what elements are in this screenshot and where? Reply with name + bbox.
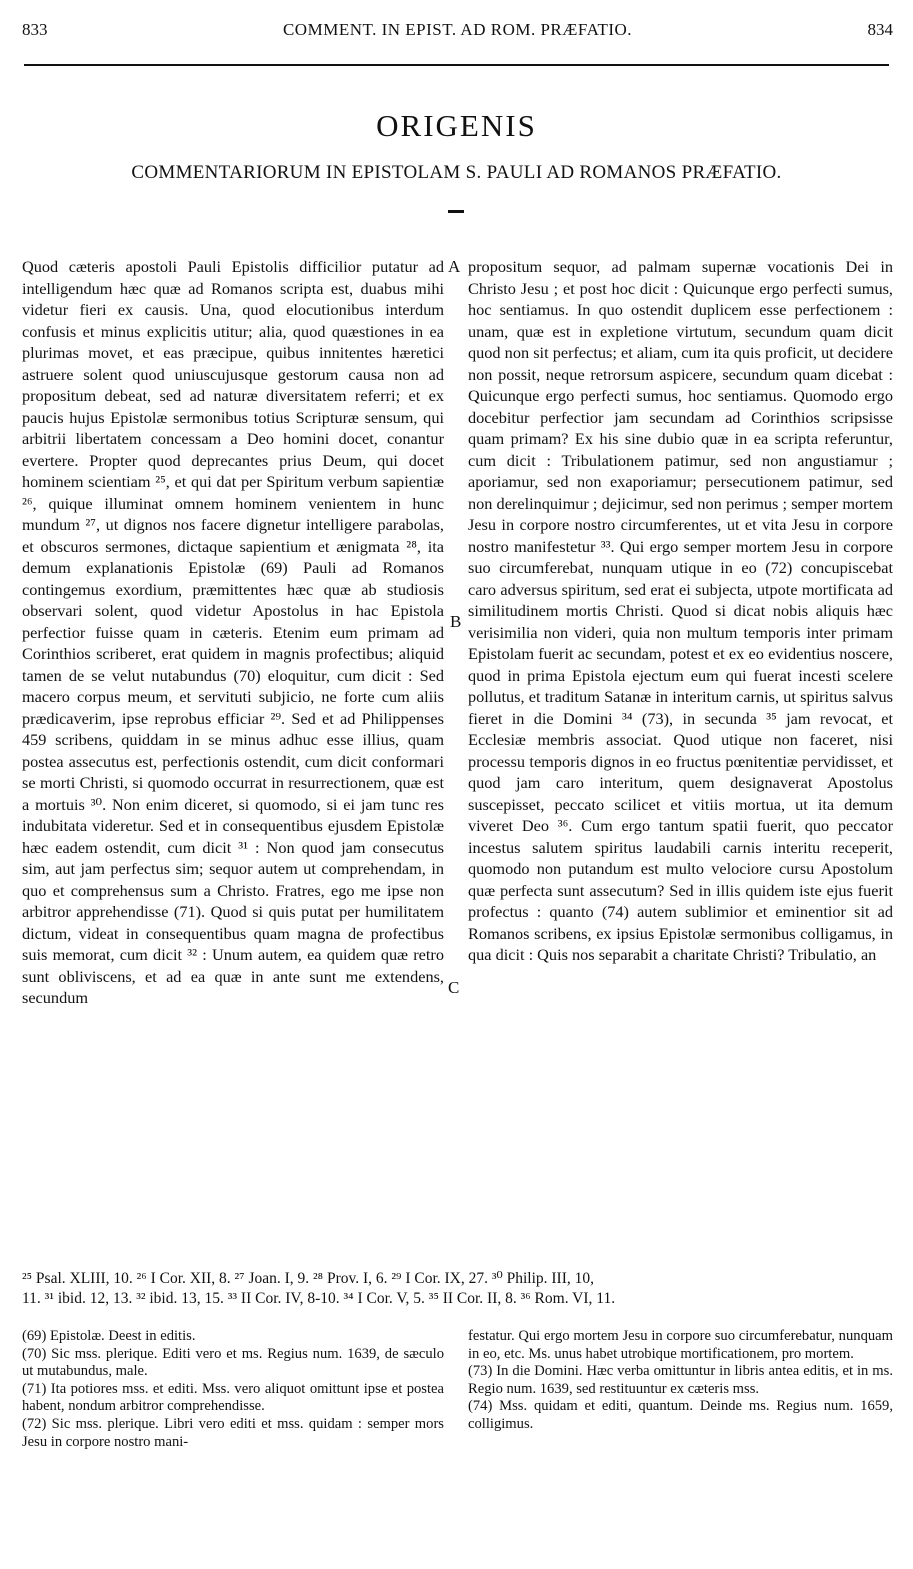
header-rule xyxy=(24,64,889,66)
left-column-text: Quod cæteris apostoli Pauli Epistolis difficilior putatur ad intelligendum hæc quæ ad Romanos scripta est, duabus mihi videtur fieri ex causis. Una, quod elocutionibus interdum confusis et minus explicitis utitur; alia, quod quæstiones in ea plurimas movet, et eas præcipue, quibus innitentes hæretici astruere solent quod uniuscujusque gestorum causa non ad propositum debeat, sed ad naturæ diversitatem referri; et ex paucis hujus Epistolæ sermonibus totius Scripturæ sensum, qui arbitrii libertatem concessam a Deo homini docet, conantur evertere. Propter quod deprecantes prius Deum, qui docet hominem scientiam ²⁵, et qui dat per Spiritum verbum sapientiæ ²⁶, quique illuminat omnem hominem venientem in hunc mundum ²⁷, ut dignos nos facere dignetur intelligere parabolas, et obscuros sermones, dictaque sapientium et ænigmata ²⁸, ita demum explanationis Epistolæ (69) Pauli ad Romanos contingemus exordium, præmittentes hæc quæ ab studiosis observari solent, quod videtur Apostolus in hac Epistola perfectior fuisse quam in cæteris. Etenim eum primam ad Corinthios scriberet, erat quidem in magnis profectibus; aliquid tamen de se velut nutabundus (70) eloquitur, cum dicit : Sed macero corpus meum, et servituti subjicio, ne forte cum aliis prædicaverim, ipse reprobus efficiar ²⁹. Sed et ad Philippenses 459 scribens, quiddam in se minus adhuc esse illius, quam postea assecutus est, perfectionis ostendit, cum dicit conformari se morti Christi, si quomodo occurrat in resurrectionem, quæ est a mortuis ³⁰. Non enim diceret, si quomodo, si ei jam tunc res indubitata videretur. Sed et in consequentibus ejusdem Epistolæ hæc eadem ostendit, cum dicit ³¹ : Non quod jam consecutus sim, aut jam perfectus sim; sequor autem ut comprehendam, in quo et comprehensus sum a Christo. Fratres, ego me ipse non arbitror apprehendisse (71). Quod si quis putat per humilitatem dictum, videat in consequentibus quam magna de profectibus suis memorat, cum dicit ³² : Unum autem, ea quidem quæ retro sunt obliviscens, et ad ea quæ in ante sunt me extendens, secundum xyxy=(22,257,444,1007)
footnote-references xyxy=(22,1269,893,1309)
margin-letter-a: A xyxy=(448,257,461,276)
note: (73) In die Domini. Hæc verba omittuntur in libris antea editis, et in ms. Regio num. 1639, sed restituuntur ex cæteris mss. xyxy=(468,1363,893,1397)
footnote-line: ²⁵ Psal. XLIII, 10. ²⁶ I Cor. XII, 8. ²⁷ Joan. I, 9. ²⁸ Prov. I, 6. ²⁹ I Cor. IX, 27. ³⁰ Philip. III, 10, xyxy=(22,1270,594,1287)
footnote-line: 11. ³¹ ibid. 12, 13. ³² ibid. 13, 15. ³³ II Cor. IV, 8-10. ³⁴ I Cor. V, 5. ³⁵ II Cor. II, 8. ³⁶ Rom. VI, 11. xyxy=(22,1290,616,1307)
left-column xyxy=(22,256,444,1009)
notes-left xyxy=(22,1328,444,1451)
margin-letter-c: C xyxy=(448,978,460,997)
running-header xyxy=(22,20,893,44)
page-subtitle: COMMENTARIORUM IN EPISTOLAM S. PAULI AD ROMANOS PRÆFATIO. xyxy=(131,162,782,183)
note: (69) Epistolæ. Deest in editis. xyxy=(22,1328,196,1344)
note: (70) Sic mss. plerique. Editi vero et ms. Regius num. 1639, de sæculo ut mutabundus, male. xyxy=(22,1345,444,1380)
note: (72) Sic mss. plerique. Libri vero editi et mss. quidam : semper mors Jesu in corpore nostro mani- xyxy=(22,1415,444,1450)
title-divider xyxy=(448,210,464,213)
right-column-text: propositum sequor, ad palmam supernæ vocationis Dei in Christo Jesu ; et post hoc dicit : Quicunque ergo perfecti sumus, hoc sentiamus. In quo ostendit duplicem esse perfectionem : unam, quæ est in expletione virtutum, secundum quam dicit quod non sit perfectus; et aliam, cum ita quis proficit, ut decidere non possit, neque retrorsum aspicere, secundum quam dicebat : Quicunque ergo perfecti sumus, hoc sentiamus. Quomodo ergo docebitur perfectior jam secundam ad Corinthios scripsisse quam primam? Ex his sine dubio quæ in ea scripta referuntur, cum dicit : Tribulationem patimur, sed non angustiamur ; aporiamur, sed non exaporiamur; persecutionem patimur, sed non derelinquimur ; dejicimur, sed non perimus ; semper mortem Jesu in corpore nostro circumferentes, ut et vita Jesu in corpore nostro manifestetur ³³. Qui ergo semper mortem Jesu in corpore suo circumferebat, nunquam utique in eo (72) concupiscebat caro adversus spiritum, sed erat ei subjecta, utpote mortificata ad similitudinem mortis Christi. Quod si dicat nobis aliquis hæc verisimilia non videri, quia non multum temporis inter primam Epistolam fuerit ac secundam, potest et ex eo evidentius noscere, quod in prima Epistola ejectum eum qui fuerat incesti scelere pollutus, et traditum Satanæ in interitum carnis, ut spiritus salvus fieret in die Domini ³⁴ (73), in secunda ³⁵ jam revocat, et Ecclesiæ membris associat. Quod utique non faceret, nisi processu temporis dignos in eo fructus pœnitentiæ pervidisset, et quod jam caro interitum, quem designaverat Apostolus suscepisset, peccato scilicet et vitiis mortua, ut ita demum viveret Deo ³⁶. Cum ergo tantum spatii fuerit, quo peccator incestus salutem spiritus laudabili carnis interitu receperit, quomodo non putandum est multo velociore cursu Apostolum quæ perfecta sunt assecutum? Sed in illis quidem iste ejus fuerit profectus : quanto (74) autem sublimior et eminentior sit ad Romanos scribens, ex ipsius Epistolæ sermonibus colligamus, in qua dicit : Quis nos separabit a charitate Christi? Tribulatio, an xyxy=(468,257,893,964)
right-column xyxy=(468,256,893,966)
page-number-right: 834 xyxy=(867,20,893,39)
page-title: ORIGENIS xyxy=(376,108,537,143)
note: festatur. Qui ergo mortem Jesu in corpore suo circumferebatur, nunquam in eo, etc. Ms. unus habet utrobique mortificationem, pro mortem. xyxy=(468,1328,893,1362)
page-number-left: 833 xyxy=(22,20,48,39)
note: (71) Ita potiores mss. et editi. Mss. vero aliquot omittunt ipse et postea habent, nondum arbitror comprehendisse. xyxy=(22,1380,444,1415)
running-title: COMMENT. IN EPIST. AD ROM. PRÆFATIO. xyxy=(282,20,633,39)
margin-letter-b: B xyxy=(450,612,462,631)
notes-right xyxy=(468,1328,893,1434)
note: (74) Mss. quidam et editi, quantum. Deinde ms. Regius num. 1659, colligimus. xyxy=(468,1398,893,1432)
